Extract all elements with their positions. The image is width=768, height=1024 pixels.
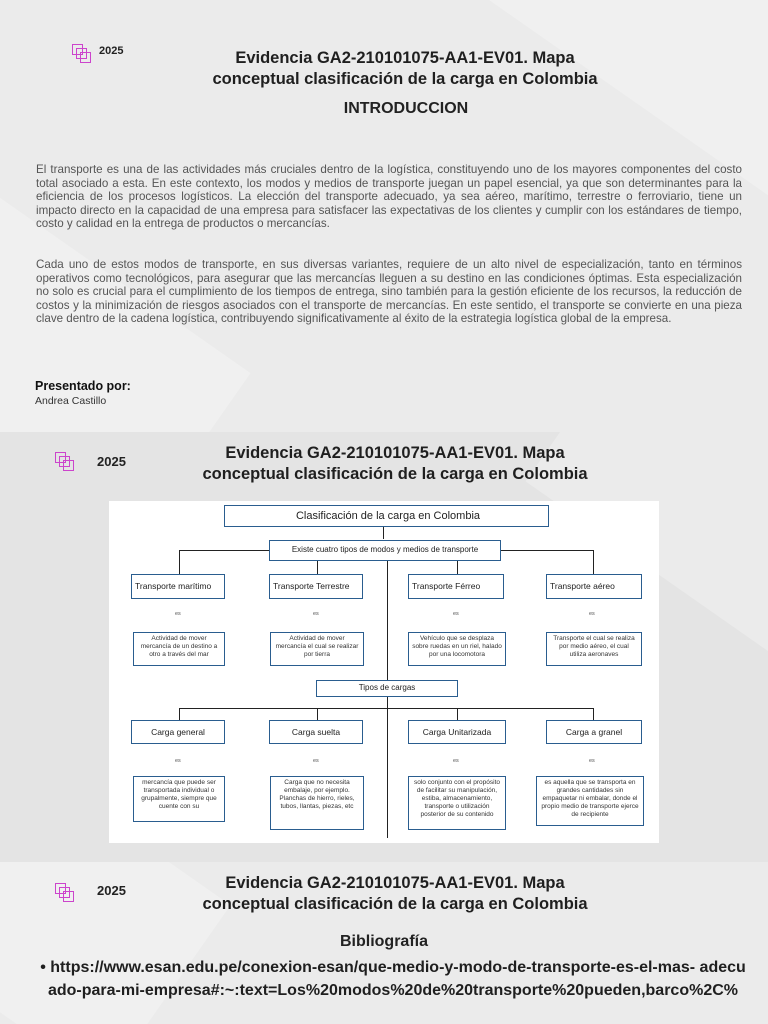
- connector-label: es: [175, 758, 181, 764]
- connector-label: es: [313, 758, 319, 764]
- cargo-description: mercancía que puede ser transportada individual o grupalmente, siempre que cuente con su: [133, 776, 225, 822]
- cargo-node-bulk: Carga a granel: [546, 720, 642, 744]
- year-label: 2025: [99, 45, 124, 57]
- mode-node-air: Transporte aéreo: [546, 574, 642, 599]
- connector-line: [383, 525, 384, 539]
- connector-line: [387, 560, 388, 838]
- cargo-description: solo conjunto con el propósito de facilitar su manipulación, estiba, almacenamiento, transporte o utilización posterior de su contenido: [408, 776, 506, 830]
- cargo-description: es aquella que se transporta en grandes cantidades sin empaquetar ni embalar, donde el propio medio de transporte ejerce de recipiente: [536, 776, 644, 826]
- page-title: [0, 48, 768, 90]
- mode-node-rail: Transporte Férreo: [408, 574, 504, 599]
- author-name: Andrea Castillo: [35, 395, 107, 407]
- title-line-2: conceptual clasificación de la carga en Colombia: [202, 895, 588, 913]
- year-label: 2025: [97, 883, 126, 898]
- connector-line: [499, 550, 593, 551]
- connector-line: [593, 550, 594, 574]
- mode-description: Actividad de mover mercancía de un destino a otro a través del mar: [133, 632, 225, 666]
- title-line-2: conceptual clasificación de la carga en Colombia: [212, 70, 598, 88]
- mode-description: Transporte el cual se realiza por medio aéreo, el cual utiliza aeronaves: [546, 632, 642, 666]
- concept-map-diagram: [109, 501, 659, 843]
- connector-line: [457, 560, 458, 574]
- presented-by-label: Presentado por:: [35, 379, 131, 393]
- slide-introduction: [0, 0, 768, 432]
- connector-label: es: [453, 758, 459, 764]
- mode-node-land: Transporte Terrestre: [269, 574, 363, 599]
- connector-label: es: [589, 758, 595, 764]
- connector-label: es: [175, 611, 181, 617]
- slide-concept-map: [0, 432, 768, 862]
- paragraph-1: El transporte es una de las actividades más cruciales dentro de la logística, constituyendo uno de los mayores componentes del costo total asociado a esta. En este contexto, los modos y medios de transporte juegan un papel esencial, ya que son determinantes para la eficiencia de los procesos logísticos. La elección del transporte adecuado, ya sea aéreo, marítimo, terrestre o ferroviario, tiene un impacto directo en la capacidad de una empresa para satisfacer las expectativas de los clientes y cumplir con los estándares de tiempo, costo y calidad en la entrega de productos o mercancías.: [36, 163, 742, 230]
- slide-bibliography: [0, 862, 768, 1024]
- connector-line: [179, 550, 180, 574]
- year-label: 2025: [97, 454, 126, 469]
- root-node: Clasificación de la carga en Colombia: [224, 505, 549, 527]
- page-title: [0, 443, 768, 485]
- title-line-1: Evidencia GA2-210101075-AA1-EV01. Mapa: [235, 49, 575, 67]
- connector-label: es: [589, 611, 595, 617]
- title-line-1: Evidencia GA2-210101075-AA1-EV01. Mapa: [225, 874, 565, 892]
- introduction-heading: INTRODUCCION: [343, 100, 469, 117]
- mode-description: Actividad de mover mercancía el cual se realizar por tierra: [270, 632, 364, 666]
- title-line-2: conceptual clasificación de la carga en Colombia: [202, 465, 588, 483]
- cargo-description: Carga que no necesita embalaje, por ejemplo. Planchas de hierro, rieles, tubos, llantas, piezas, etc: [270, 776, 364, 830]
- cargo-heading-node: Tipos de cargas: [316, 680, 458, 697]
- connector-label: es: [313, 611, 319, 617]
- modes-heading-node: Existe cuatro tipos de modos y medios de transporte: [269, 540, 501, 561]
- cargo-node-loose: Carga suelta: [269, 720, 363, 744]
- bibliography-link[interactable]: • https://www.esan.edu.pe/conexion-esan/que-medio-y-modo-de-transporte-es-el-mas- adecuado-para-mi-empresa#:~:text=Los%20modos%20de%20transporte%20pueden,barco%2C%: [40, 959, 746, 999]
- connector-line: [317, 560, 318, 574]
- mode-description: Vehículo que se desplaza sobre ruedas en un riel, halado por una locomotora: [408, 632, 506, 666]
- connector-line: [179, 708, 593, 709]
- mode-node-maritime: Transporte marítimo: [131, 574, 225, 599]
- connector-label: es: [453, 611, 459, 617]
- title-line-1: Evidencia GA2-210101075-AA1-EV01. Mapa: [225, 444, 565, 462]
- paragraph-2: Cada uno de estos modos de transporte, en sus diversas variantes, requiere de un alto nivel de especialización, tanto en términos operativos como tecnológicos, para asegurar que las mercancías lleguen a su destino en las condiciones óptimas. Esta especialización no solo es crucial para el cumplimiento de los tiempos de entrega, sino también para la gestión eficiente de los recursos, la reducción de costos y la minimización de riesgos asociados con el transporte de mercancías. En este sentido, el transporte se convierte en una pieza clave dentro de la cadena logística, contribuyendo significativamente al éxito de la estrategia logística global de la empresa.: [36, 258, 742, 325]
- page-title: [0, 873, 768, 915]
- cargo-node-general: Carga general: [131, 720, 225, 744]
- bibliography-heading: Bibliografía: [339, 933, 428, 950]
- cargo-node-unitized: Carga Unitarizada: [408, 720, 506, 744]
